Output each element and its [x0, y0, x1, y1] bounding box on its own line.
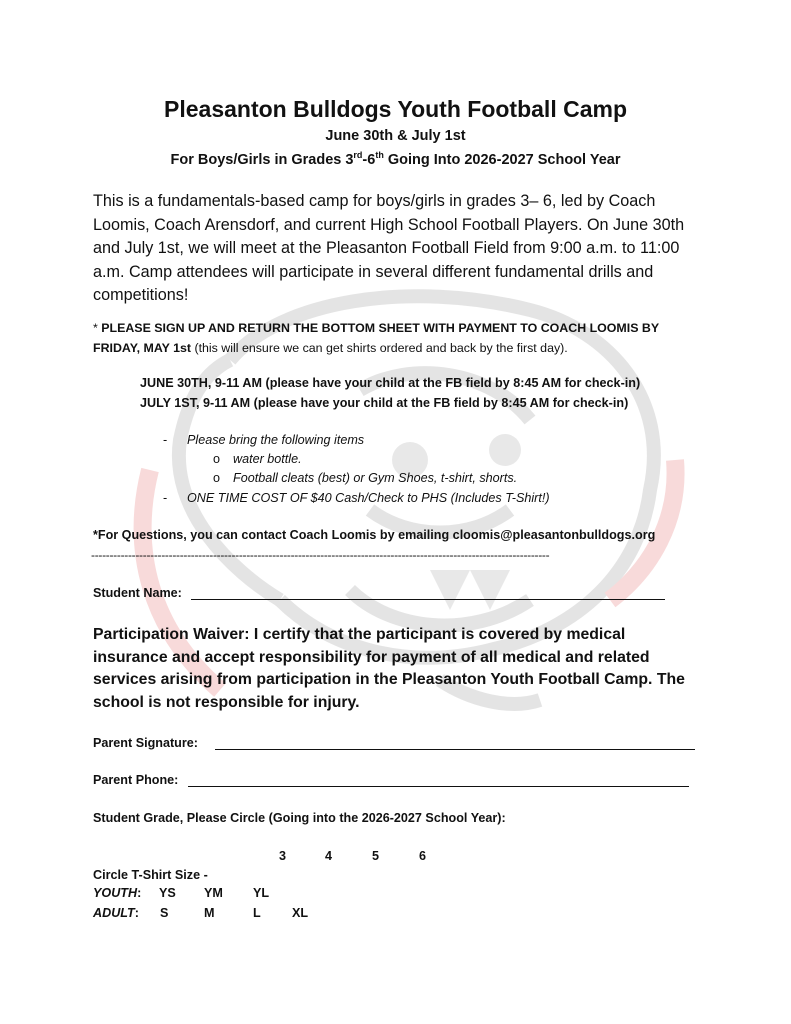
- page-title: Pleasanton Bulldogs Youth Football Camp: [164, 96, 627, 122]
- student-name-label: Student Name:: [93, 586, 182, 600]
- youth-size-label: [93, 886, 141, 900]
- size-option-s[interactable]: S: [160, 906, 169, 920]
- size-option-ys[interactable]: YS: [159, 886, 176, 900]
- notice-prefix: *: [93, 321, 102, 335]
- grades-subtitle: [93, 150, 698, 168]
- adult-size-label: [93, 906, 139, 920]
- dash-marker: -: [163, 433, 168, 447]
- grades-sup-rd: rd: [353, 150, 363, 160]
- size-option-ym[interactable]: YM: [204, 886, 223, 900]
- student-grade-label: Student Grade, Please Circle (Going into the 2026-2027 School Year):: [93, 811, 506, 825]
- parent-phone-label: Parent Phone:: [93, 773, 179, 787]
- camp-dates: June 30th & July 1st: [325, 128, 466, 144]
- list-item: [213, 471, 517, 485]
- parent-signature-label: Parent Signature:: [93, 736, 198, 750]
- grades-mid: -6: [362, 151, 376, 168]
- schedule-day-2: JULY 1ST, 9-11 AM (please have your child at the FB field by 8:45 AM for check-in): [140, 396, 629, 410]
- grades-sup-th: th: [375, 150, 384, 160]
- list-item-text: water bottle.: [233, 452, 302, 466]
- grades-prefix: For Boys/Girls in Grades 3: [170, 151, 354, 168]
- grade-option-6[interactable]: 6: [419, 849, 427, 863]
- size-option-l[interactable]: L: [253, 906, 261, 920]
- dash-marker: -: [163, 491, 168, 505]
- adult-label-text: ADULT: [93, 906, 135, 920]
- youth-label-colon: :: [137, 886, 142, 900]
- youth-label-text: YOUTH: [93, 886, 138, 900]
- bring-items-label: Please bring the following items: [187, 433, 365, 447]
- parent-phone-field[interactable]: [188, 771, 689, 787]
- tshirt-size-label: Circle T-Shirt Size -: [93, 868, 208, 882]
- list-item: [213, 452, 302, 466]
- schedule-day-1: JUNE 30TH, 9-11 AM (please have your child at the FB field by 8:45 AM for check-in): [140, 376, 641, 390]
- grade-option-4[interactable]: 4: [325, 849, 333, 863]
- cut-line-separator: ----------------------------------------------------------------------------------------------------------------------------: [91, 548, 550, 562]
- notice-normal: (this will ensure we can get shirts ordered and back by the first day).: [191, 341, 568, 355]
- size-option-yl[interactable]: YL: [253, 886, 270, 900]
- notice-bold: PLEASE SIGN UP AND RETURN THE BOTTOM SHEET WITH PAYMENT TO COACH LOOMIS BY FRIDAY, MAY 1st: [93, 321, 659, 355]
- grade-option-3[interactable]: 3: [279, 849, 287, 863]
- bring-items-bullet: [163, 433, 364, 447]
- grades-suffix: Going Into 2026-2027 School Year: [383, 151, 621, 168]
- intro-paragraph: This is a fundamentals-based camp for boys/girls in grades 3– 6, led by Coach Loomis, Coach Arensdorf, and current High School Football Players. On June 30th and July 1st, we will meet at the Pleasanton Football Field from 9:00 a.m. to 11:00 a.m. Camp attendees will participate in several different fundamental drills and competitions!: [93, 192, 685, 304]
- list-item-text: Football cleats (best) or Gym Shoes, t-shirt, shorts.: [233, 471, 518, 485]
- sub-bullet-marker: o: [213, 471, 221, 485]
- adult-label-colon: :: [134, 906, 139, 920]
- sub-bullet-marker: o: [213, 452, 221, 466]
- student-name-field[interactable]: [191, 584, 665, 600]
- cost-bullet: [163, 491, 550, 505]
- grade-option-5[interactable]: 5: [372, 849, 380, 863]
- size-option-xl[interactable]: XL: [292, 906, 309, 920]
- parent-signature-field[interactable]: [215, 734, 695, 750]
- questions-contact: *For Questions, you can contact Coach Loomis by emailing cloomis@pleasantonbulldogs.org: [93, 528, 656, 542]
- cost-text: ONE TIME COST OF $40 Cash/Check to PHS (Includes T-Shirt!): [187, 491, 550, 505]
- participation-waiver: Participation Waiver: I certify that the participant is covered by medical insurance and accept responsibility for payment of all medical and related services arising from participation in the Pleasanton Youth Football Camp. The school is not responsible for injury.: [93, 626, 685, 711]
- size-option-m[interactable]: M: [204, 906, 215, 920]
- signup-notice: [93, 318, 703, 358]
